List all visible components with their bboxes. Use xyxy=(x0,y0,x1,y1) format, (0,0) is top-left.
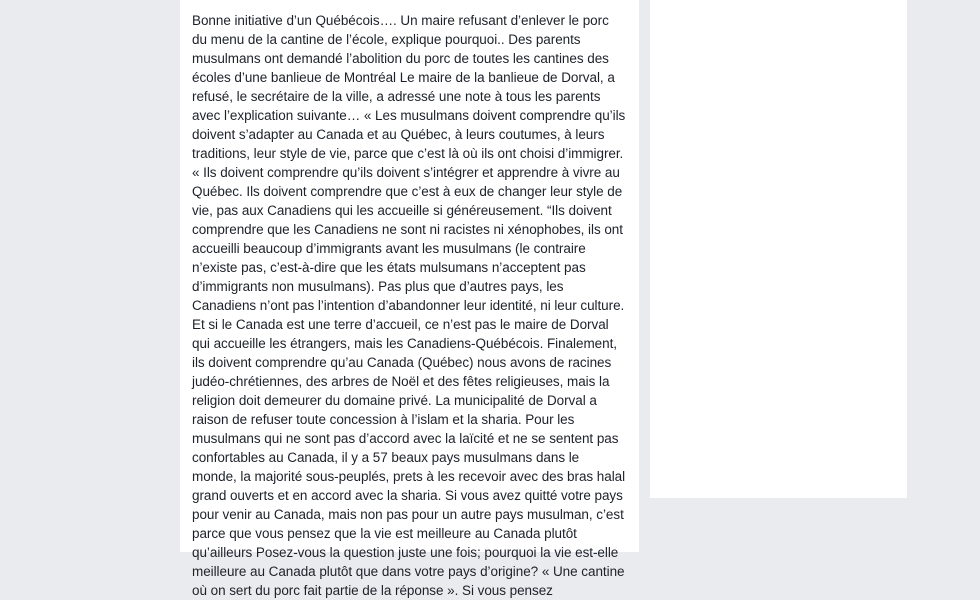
post-card xyxy=(180,0,639,598)
side-panel xyxy=(650,0,907,498)
post-text: Bonne initiative d’un Québécois…. Un maire refusant d’enlever le porc du menu de la cantine de l’école, explique pourquoi.. Des parents musulmans ont demandé l’abolition du porc de toutes les cantines des écoles d’une banlieue de Montréal Le maire de la banlieue de Dorval, a refusé, le secrétaire de la ville, a adressé une note à tous les parents avec l’explication suivante… « Les musulmans doivent comprendre qu’ils doivent s’adapter au Canada et au Québec, à leurs coutumes, à leurs traditions, leur style de vie, parce que c’est là où ils ont choisi d’immigrer. « Ils doivent comprendre qu’ils doivent s’intégrer et apprendre à vivre au Québec. Ils doivent comprendre que c’est à eux de changer leur style de vie, pas aux Canadiens qui les accueille si généreusement. “Ils doivent comprendre que les Canadiens ne sont ni racistes ni xénophobes, ils ont accueilli beaucoup d’immigrants avant les musulmans (le contraire n’existe pas, c’est-à-dire que les états mulsumans n’acceptent pas d’immigrants non musulmans). Pas plus que d’autres pays, les Canadiens n’ont pas l’intention d’abandonner leur identité, ni leur culture. Et si le Canada est une terre d’accueil, ce n’est pas le maire de Dorval qui accueille les étrangers, mais les Canadiens-Québécois. Finalement, ils doivent comprendre qu’au Canada (Québec) nous avons de racines judéo-chrétiennes, des arbres de Noël et des fêtes religieuses, mais la religion doit demeurer du domaine privé. La municipalité de Dorval a raison de refuser toute concession à l’islam et la sharia. Pour les musulmans qui ne sont pas d’accord avec la laïcité et ne se sentent pas confortables au Canada, il y a 57 beaux pays musulmans dans le monde, la majorité sous-peuplés, prets à les recevoir avec des bras halal grand ouverts et en accord avec la sharia. Si vous avez quitté votre pays pour venir au Canada, mais non pas pour un autre pays musulman, c’est parce que vous pensez que la vie est meilleure au Canada plutôt qu’ailleurs Posez-vous la question juste une fois; pourquoi la vie est-elle meilleure au Canada plutôt que dans votre pays d’origine? « Une cantine où on sert du porc fait partie de la réponse ». Si vous pensez xyxy=(192,13,626,598)
